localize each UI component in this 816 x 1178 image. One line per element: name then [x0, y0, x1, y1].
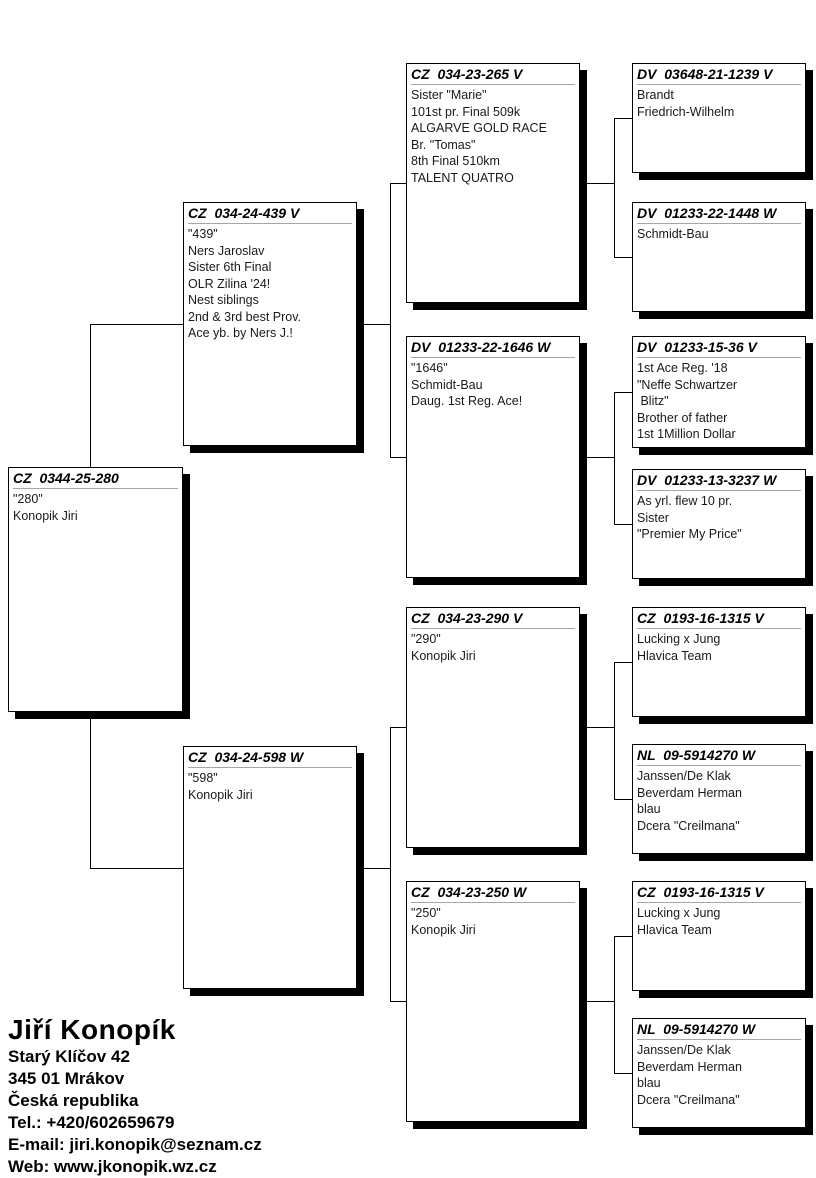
pedigree-line: Beverdam Herman	[637, 1059, 742, 1074]
pedigree-line: Blitz"	[637, 394, 669, 408]
ring-number: DV 01233-15-36 V	[637, 338, 801, 358]
pedigree-line: Brandt	[637, 88, 674, 102]
pedigree-box-g4-4	[632, 469, 806, 579]
pedigree-line: Konopik Jiri	[188, 787, 253, 802]
pedigree-line: Hlavica Team	[637, 648, 712, 663]
pedigree-line: Dcera "Creilmana"	[637, 1092, 740, 1107]
pedigree-line: Schmidt-Bau	[411, 377, 483, 392]
connector-line	[614, 936, 632, 937]
pedigree-line: Hlavica Team	[637, 922, 712, 937]
pedigree-box-lines	[411, 631, 575, 664]
connector-line	[614, 392, 632, 393]
ring-number: DV 01233-13-3237 W	[637, 471, 801, 491]
pedigree-box-lines	[637, 360, 801, 443]
pedigree-box-dam	[183, 746, 357, 989]
ring-number: CZ 0193-16-1315 V	[637, 609, 801, 629]
pedigree-line: As yrl. flew 10 pr.	[637, 494, 733, 508]
pedigree-line: Daug. 1st Reg. Ace!	[411, 394, 523, 408]
pedigree-line: Lucking x Jung	[637, 632, 721, 646]
pedigree-box-g4-3	[632, 336, 806, 448]
pedigree-line: TALENT QUATRO	[411, 170, 514, 185]
pedigree-box-lines	[637, 768, 801, 834]
ring-number: CZ 0193-16-1315 V	[637, 883, 801, 903]
ring-number: DV 03648-21-1239 V	[637, 65, 801, 85]
pedigree-box-lines	[188, 770, 352, 803]
pedigree-box-lines	[13, 491, 178, 524]
pedigree-box-lines	[411, 905, 575, 938]
pedigree-box-sire	[183, 202, 357, 446]
connector-line	[390, 183, 391, 458]
ring-number: NL 09-5914270 W	[637, 746, 801, 766]
connector-line	[90, 324, 91, 468]
connector-line	[614, 524, 632, 525]
pedigree-box-lines	[637, 226, 801, 243]
pedigree-box-dam-dam	[406, 881, 580, 1122]
connector-line	[614, 1073, 632, 1074]
connector-line	[90, 868, 183, 869]
connector-line	[580, 183, 615, 184]
connector-line	[614, 936, 615, 1074]
pedigree-line: "250"	[411, 906, 441, 920]
connector-line	[90, 712, 91, 869]
pedigree-line: Sister "Marie"	[411, 88, 487, 102]
connector-line	[614, 257, 632, 258]
connector-line	[390, 727, 391, 1002]
connector-line	[614, 662, 632, 663]
connector-line	[614, 118, 615, 258]
contact-email: E-mail: jiri.konopik@seznam.cz	[8, 1135, 262, 1154]
pedigree-line: "598"	[188, 771, 218, 785]
pedigree-line: Dcera "Creilmana"	[637, 818, 740, 833]
pedigree-line: blau	[637, 1076, 661, 1090]
pedigree-box-lines	[637, 87, 801, 120]
pedigree-line: Friedrich-Wilhelm	[637, 104, 735, 119]
pedigree-box-g4-2	[632, 202, 806, 312]
ring-number: CZ 034-24-439 V	[188, 204, 352, 224]
pedigree-box-lines	[411, 360, 575, 410]
pedigree-line: 101st pr. Final 509k	[411, 104, 521, 119]
pedigree-box-g4-8	[632, 1018, 806, 1128]
pedigree-line: Konopik Jiri	[411, 648, 476, 663]
pedigree-box-lines	[637, 1042, 801, 1108]
ring-number: CZ 034-23-250 W	[411, 883, 575, 903]
pedigree-line: "290"	[411, 632, 441, 646]
pedigree-line: "Neffe Schwartzer	[637, 377, 738, 392]
connector-line	[580, 457, 615, 458]
ring-number: CZ 0344-25-280	[13, 469, 178, 489]
pedigree-line: Schmidt-Bau	[637, 227, 709, 241]
connector-line	[90, 324, 183, 325]
contact-street: Starý Klíčov 42	[8, 1047, 130, 1066]
pedigree-line: Brother of father	[637, 410, 728, 425]
connector-line	[390, 727, 407, 728]
contact-phone: Tel.: +420/602659679	[8, 1113, 175, 1132]
connector-line	[357, 324, 391, 325]
connector-line	[614, 392, 615, 525]
pedigree-line: Ace yb. by Ners J.!	[188, 326, 293, 340]
ring-number: CZ 034-23-290 V	[411, 609, 575, 629]
pedigree-line: Sister	[637, 510, 669, 525]
pedigree-box-lines	[637, 493, 801, 543]
connector-line	[614, 799, 632, 800]
ring-number: DV 01233-22-1646 W	[411, 338, 575, 358]
pedigree-line: "1646"	[411, 361, 448, 375]
pedigree-line: Janssen/De Klak	[637, 1043, 731, 1057]
connector-line	[580, 1001, 615, 1002]
pedigree-box-sire-dam	[406, 336, 580, 578]
pedigree-box-sire-sire	[406, 63, 580, 303]
contact-city: 345 01 Mrákov	[8, 1069, 125, 1088]
pedigree-line: OLR Zilina '24!	[188, 276, 271, 291]
pedigree-line: "280"	[13, 492, 43, 506]
connector-line	[390, 183, 407, 184]
pedigree-box-lines	[411, 87, 575, 186]
pedigree-line: Lucking x Jung	[637, 906, 721, 920]
pedigree-box-g4-6	[632, 744, 806, 854]
pedigree-box-lines	[188, 226, 352, 342]
pedigree-line: 8th Final 510km	[411, 154, 500, 168]
pedigree-line: blau	[637, 802, 661, 816]
pedigree-line: Konopik Jiri	[411, 922, 476, 937]
ring-number: NL 09-5914270 W	[637, 1020, 801, 1040]
pedigree-line: 2nd & 3rd best Prov.	[188, 309, 302, 324]
pedigree-box-dam-sire	[406, 607, 580, 848]
ring-number: CZ 034-24-598 W	[188, 748, 352, 768]
pedigree-line: Beverdam Herman	[637, 785, 742, 800]
connector-line	[357, 868, 391, 869]
pedigree-line: Br. "Tomas"	[411, 137, 476, 152]
connector-line	[614, 662, 615, 800]
ring-number: CZ 034-23-265 V	[411, 65, 575, 85]
pedigree-line: Janssen/De Klak	[637, 769, 731, 783]
pedigree-box-lines	[637, 905, 801, 938]
pedigree-line: 1st 1Million Dollar	[637, 427, 736, 441]
connector-line	[390, 1001, 407, 1002]
breeder-contact-block	[8, 1013, 262, 1178]
contact-country: Česká republika	[8, 1091, 139, 1110]
connector-line	[614, 118, 632, 119]
pedigree-line: ALGARVE GOLD RACE	[411, 121, 547, 135]
pedigree-line: Sister 6th Final	[188, 260, 272, 274]
pedigree-box-subject	[8, 467, 183, 712]
pedigree-line: Konopik Jiri	[13, 508, 78, 523]
pedigree-line: Nest siblings	[188, 293, 259, 307]
ring-number: DV 01233-22-1448 W	[637, 204, 801, 224]
pedigree-box-g4-1	[632, 63, 806, 173]
connector-line	[580, 727, 615, 728]
pedigree-line: "439"	[188, 227, 218, 241]
pedigree-box-lines	[637, 631, 801, 664]
pedigree-box-g4-5	[632, 607, 806, 717]
pedigree-line: 1st Ace Reg. '18	[637, 361, 728, 375]
contact-web: Web: www.jkonopik.wz.cz	[8, 1157, 217, 1176]
breeder-name: Jiří Konopík	[8, 1014, 176, 1045]
pedigree-box-g4-7	[632, 881, 806, 991]
pedigree-line: Ners Jaroslav	[188, 243, 265, 258]
pedigree-line: "Premier My Price"	[637, 527, 742, 541]
connector-line	[390, 457, 407, 458]
